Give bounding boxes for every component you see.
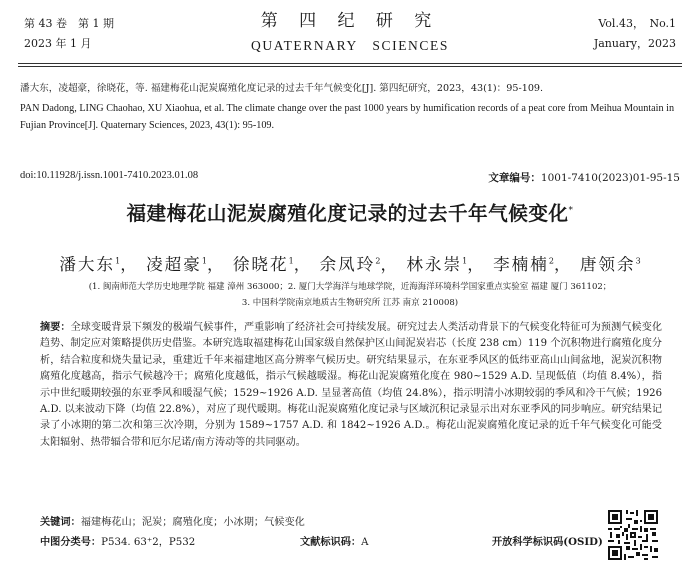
osid-qr-code[interactable]: [608, 510, 658, 560]
author-affil-sup: 1: [115, 256, 121, 266]
author-name: 唐领余: [579, 255, 636, 274]
author-name: 凌超豪: [146, 255, 202, 274]
osid: [492, 533, 603, 548]
author-affil-sup: 1: [288, 256, 294, 266]
author-list: 潘大东$^1$， 凌超豪$^1$， 徐晓花$^1$， 余凤玲$^2$， 林永崇$^1$， 李楠楠$^2$， 唐领余$^3$: [59, 255, 641, 274]
article-number: [488, 170, 680, 185]
author-affil-sup: 2: [375, 256, 381, 266]
date-en: January，2023: [593, 37, 676, 50]
author-name: 潘大东: [59, 255, 116, 274]
clc-label: 中图分类号：: [40, 536, 102, 548]
doc-code-label: 文献标识码：: [300, 536, 362, 548]
journal-title-en: QUATERNARY SCIENCES: [251, 38, 449, 53]
header-rule-thin: [18, 63, 682, 64]
article-number-value: 1001-7410(2023)01-95-15: [540, 172, 680, 184]
author-name: 李楠楠: [493, 255, 549, 274]
clc-number: [40, 533, 195, 548]
article-title-text: 福建梅花山泥炭腐殖化度记录的过去千年气候变化: [126, 202, 569, 225]
header-rule-thin-2: [18, 66, 682, 67]
keywords-value: 福建梅花山；泥炭；腐殖化度；小冰期；气候变化: [80, 517, 305, 528]
keywords-label: 关键词：: [40, 516, 81, 528]
abstract-label: 摘要：: [40, 322, 71, 333]
doc-code-value: A: [361, 537, 369, 548]
abstract-text: 全球变暖背景下频发的极端气候事件，严重影响了经济社会可持续发展。研究过去人类活动背景下的气候变化特征可为预测气候变化趋势、制定应对策略提供历史借鉴。本研究选取福建梅花山国家级自然保护区山间泥炭岩芯（长度 238 cm）119 个沉积物进行腐殖化度分析，结合粒度和烧失量记录，重建近千年来福建地区高分辨率气候历史。研究结果显示，在东亚季风区的低纬亚高山山间盆地，泥炭沉积物腐殖化度越高，指示气候越冷干；腐殖化度越低，指示气候越暖湿。梅花山泥炭腐殖化度在 980~1529 A.D. 呈现低值（均值 8.4%），指示中世纪暖期较强的东亚季风和暖湿气候；1529~1926 A.D. 呈显著高值（均值 24.8%），指示明清小冰期较弱的季风和冷干气候；1926 A.D. 以来波动下降（均值 22.8%），对应了现代暖期。梅花山泥炭腐殖化度记录与区域沉积记录显示出对东亚季风的同步响应。研究结果记录了小冰期的第二次和第三次冷期，分别为 1589~1757 A.D. 和 1842~1926 A.D.。梅花山泥炭腐殖化度记录的近千年气候变化可能受太阳辐射、热带辐合带和厄尔尼诺/南方涛动等的共同驱动。: [40, 322, 663, 448]
author-name: 余凤玲: [319, 255, 376, 274]
author-affil-sup: 3: [635, 256, 641, 266]
citation-en: PAN Dadong, LING Chaohao, XU Xiaohua, et al. The climate change over the past 1000 years by humification records of a peat core from Meihua Mountain in Fujian Province[J]. Quaternary Sciences, 2023, 43(1): 95-109.: [20, 103, 675, 131]
article-title: [0, 197, 700, 226]
doi-link[interactable]: doi:10.11928/j.issn.1001-7410.2023.01.08: [20, 170, 199, 181]
title-footnote-marker[interactable]: *: [568, 205, 574, 216]
volume-issue-en: Vol.43， No.1: [598, 17, 676, 30]
author-affil-sup: 1: [462, 256, 468, 266]
keywords: [40, 513, 305, 528]
author-name: 徐晓花: [232, 255, 289, 274]
author-name: 林永崇: [406, 255, 463, 274]
document-code: [300, 533, 368, 548]
volume-issue-cn: 第 43 卷 第 1 期: [24, 17, 114, 30]
author-affil-sup: 1: [201, 256, 207, 266]
affiliation-line-1: (1. 闽南师范大学历史地理学院 福建 漳州 363000；2. 厦门大学海洋与地球学院，近海海洋环境科学国家重点实验室 福建 厦门 361102；: [88, 282, 612, 292]
citation-cn: 潘大东，凌超豪，徐晓花，等. 福建梅花山泥炭腐殖化度记录的过去千年气候变化[J]. 第四纪研究，2023，43(1)：95-109.: [20, 83, 544, 94]
clc-value: P534. 63⁺2，P532: [101, 537, 196, 548]
journal-title-cn: 第 四 纪 研 究: [260, 11, 440, 31]
abstract: [40, 320, 662, 451]
osid-label: 开放科学标识码(OSID): [492, 536, 603, 548]
affiliation-line-2: 3. 中国科学院南京地质古生物研究所 江苏 南京 210008): [241, 298, 459, 308]
author-affil-sup: 2: [548, 256, 554, 266]
article-number-label: 文章编号：: [488, 172, 541, 184]
header-right: [594, 14, 676, 54]
date-cn: 2023 年 1 月: [24, 37, 92, 50]
